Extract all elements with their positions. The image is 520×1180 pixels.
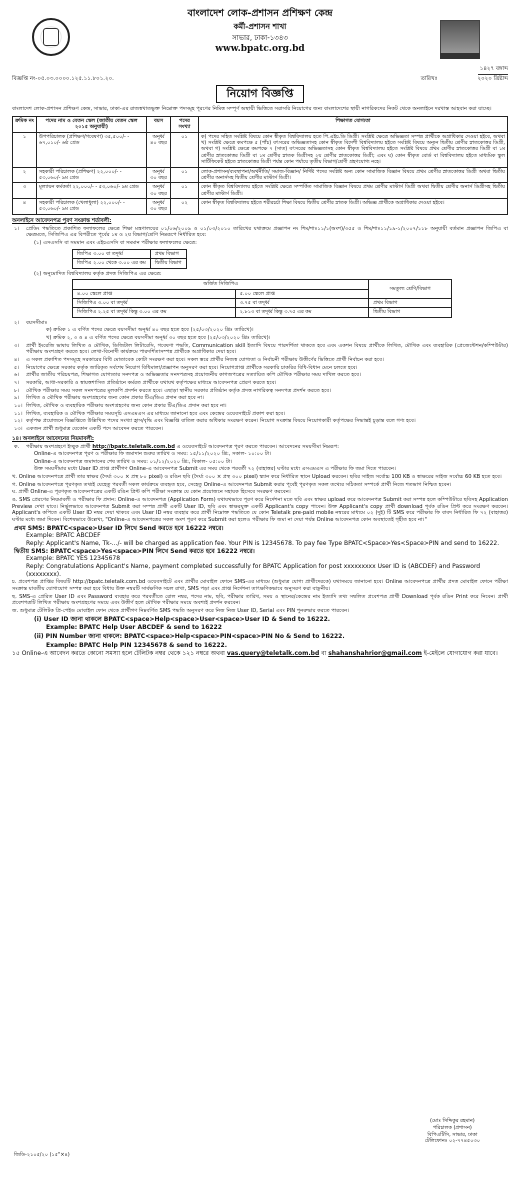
application-end: Online-এ আবেদনপত্র জমাদানের শেষ তারিখ ও সময়: ০১/১২/২০২০ খ্রি:, বিকাল- ০৫:০০ টা। — [34, 458, 233, 465]
cgpa-table — [72, 279, 452, 318]
table-row — [73, 249, 187, 258]
col-qualification: শিক্ষাগত যোগ্যতা — [199, 116, 508, 132]
condition-text: প্রেডিং পদ্ধতিতে প্রকাশিত ফলাফলের ক্ষেত্রে শিক্ষা মন্ত্রণালয়ের ০১/০৬/২০০৯ ও ০১/০৩/২০১০ তারিখের যথাক্রমে প্রজ্ঞাপন নং শিম/শাঃ১১/১(অংশ)/৩৫৫ ও শিম/শাঃ১১/১৯-১/২০০৭/১১৮ অনুযায়ী বর্তমান প্রজ্ঞাপন জিপিএ বা ক্ষেত্রমতে, সিজিপিএ এর বিপরীতে পূর্বের ১ম ও ২য় বিভাগ/শ্রেণি নিম্নরূপে নির্ধারিত হবে: — [26, 225, 508, 239]
online-rule-e: ঙ. SMS প্রেরণের নিয়মাবলী ও পরীক্ষার ফি প্রদান: Online-এ আবেদনপত্র (Application Form) যথাযথভাবে পূরণ করে নির্দেশনা মতে ছবি এবং স্বাক্ষর upload করে আবেদনপত্র Submit করা সম্পন্ন হলে কম্পিউটারে ছবিসহ Application Preview দেখা যাবে। নির্ভুলভাবে আবেদনপত্র Submit করা সম্পন্ন প্রার্থী একটি User ID, ছবি এবং স্বাক্ষরযুক্ত একটি Applicant's copy পাবেন। উক্ত Applicant's copy প্রার্থী download পূর্বক রঙিন প্রিন্ট করে সংরক্ষণ করবেন। Applicant's কপিতে একটি User ID নম্বর দেয়া থাকবে এবং User ID নম্বর ব্যবহার করে প্রার্থী নিম্নোক্ত পদ্ধতিতে যে কোন Teletalk pre-paid mobile নম্বরের মাধ্যমে ০২ (দুই) টি SMS করে পরীক্ষার ফি বাবদ নির্ধারিত ফি ৭২ (বাহাত্তর) ঘণ্টার মধ্যে জমা দিবেন। বিশেষভাবে উল্লেখ্য, "Online-এ আবেদনপত্রের সকল অংশ পূরণ করে Submit করা হলেও পরীক্ষার ফি জমা না দেয়া পর্যন্ত Online আবেদনপত্র কোন অবস্থাতেই গৃহীত হবে না।" — [12, 497, 508, 524]
gpa-cell: জিপিএ ২.০০ থেকে ৩.০০ এর কম — [73, 259, 151, 268]
cgpa-cell: ৩.৭৫ বা তদূর্ধ্ব — [235, 298, 369, 307]
intro-paragraph: বাংলাদেশ লোক-প্রশাসন প্রশিক্ষণ কেন্দ্র, সাভার, ঢাকা-এর রাজস্বখাতভুক্ত নিম্নোক্ত পদসমূহ পূরণের নিমিত্ত সম্পূর্ণ অস্থায়ী ভিত্তিতে সরাসরি নিয়োগের জন্য বাংলাদেশের স্থায়ী নাগরিকদের নিকট থেকে অনলাইনে দরখাস্ত আহবান করা যাচ্ছে। — [12, 106, 492, 113]
conditions-heading: অনলাইনে আবেদনপত্র পূরণ সংক্রান্ত শর্তাবলী: — [12, 217, 112, 224]
online-rule-g: ছ. SMS-এ প্রেরিত User ID এবং Password ব্যবহার করে পরবর্তীতে রোল নম্বর, পদের নাম, ছবি, পরীক্ষার তারিখ, সময় ও স্থানের/কেন্দ্রের নাম ইত্যাদি তথ্য সম্বলিত প্রবেশপত্র প্রার্থী Download পূর্বক রঙিন Print করে নিবেন। প্রার্থী প্রবেশপত্রটি লিখিত পরীক্ষায় অংশগ্রহণের সময়ে এবং উত্তীর্ণ হলে মৌখিক পরীক্ষার সময়ে অবশ্যই প্রদর্শন করবেন। — [12, 593, 508, 607]
condition-item: ৮। মৌখিক পরীক্ষার সময় সকল সনদপত্রের মূলকপি প্রদর্শন করতে হবে। এছাড়া স্থানীয় সরকার প্রতিষ্ঠান কর্তৃক প্রদত্ত নাগরিকত্ব সনদপত্র প্রদর্শন করতে হবে। — [14, 387, 332, 394]
letterhead — [12, 4, 508, 76]
signatory-designation: পরিচালক (প্রশাসন) — [432, 1124, 472, 1131]
col-post: পদের নাম ও বেতন স্কেল (জাতীয় বেতন স্কেল ২০১৫ অনুযায়ী) — [37, 116, 147, 132]
cell-post: উপপরিচালক (প্রশিক্ষণ/গবেষণা) ৩৫,৫০০/- - ৬৭,০১০/- ৬ষ্ঠ গ্রেড — [37, 132, 147, 167]
condition-item: ৩। প্রার্থী ইংরেজি ভাষায় লিখিত ও মৌখিক, ডিজিটাল লিটারেসি, গবেষণা পদ্ধতি, Communication skill ইত্যাদি বিষয়ে পারদর্শিতা থাকতে হবে এবং একশন বিষয়ে প্রার্থীকে লিখিত, মৌখিক এবং ব্যবহারিক (প্রেজেন্টেশন/কম্পিউটার) পরীক্ষায় অংশগ্রহণ করতে হবে। লেখা-বিনোদী কার্যক্রমে পারদর্শিতাসম্পন্ন প্রার্থীকে অগ্রাধিকার দেয়া হবে। — [14, 342, 508, 356]
recovery-user-id-example: Example: BPATC Help User ABCDEF & send to 16222 — [46, 624, 222, 632]
division-cell: প্রথম বিভাগ — [369, 298, 452, 307]
cell-age: অনূর্ধ্ব ৪০ বছর — [147, 132, 171, 167]
division-cell: প্রথম বিভাগ — [150, 249, 186, 258]
cell-post: সহকারী পরিচালক (প্রশিক্ষণ) ২২,০০০/- - ৫৩,০৬০/- ৯ম গ্রেড — [37, 167, 147, 183]
online-rule-f: চ. প্রবেশপত্র প্রাপ্তির বিষয়টি http://bpatc.teletalk.com.bd ওয়েবসাইটে এবং প্রার্থীর মোবাইল ফোনে SMS-এর মাধ্যমে (শুধুমাত্র যোগ্য প্রার্থীদেরকে) যথাসময়ে জানানো হবে। Online আবেদনপত্রে প্রার্থীর প্রদত্ত মোবাইল ফোনে পরীক্ষা সংক্রান্ত যাবতীয় যোগাযোগ সম্পন্ন করা হবে বিধায় উক্ত নম্বরটি সার্বক্ষণিক সচল রাখা, SMS পড়া এবং প্রাপ্ত নির্দেশনা তাৎক্ষণিকভাবে অনুসরণ করা বাঞ্ছনীয়। — [12, 579, 508, 593]
date-bangla: ১৪২৭ বঙ্গাব্দ — [478, 66, 508, 75]
gd-footer: জিডি-২১০৫/২০ (১৫"×৪) — [14, 1152, 70, 1158]
age-limit-b: খ) ক্রমিক ২, ৩ ও ৪ এ বর্ণিত পদের ক্ষেত্রে বয়সসীমা অনূর্ধ্ব ৩০ বছর হতে হবে (২৫/০৩/২০২০ খ্রিঃ তারিখে)। — [46, 335, 271, 342]
condition-item: ৭। সরকারি, আধা-সরকারি ও স্বায়ত্তশাসিত প্রতিষ্ঠানে কর্মরত প্রার্থীকে যথাযথ কর্তৃপক্ষের মাধ্যমে আবেদনপত্র প্রেরণ করতে হবে। — [14, 380, 277, 386]
cell-qualification: কোন স্বীকৃত বিশ্ববিদ্যালয় হইতে শরীরচর্চা শিক্ষা বিষয়ে দ্বিতীয় শ্রেণীর স্নাতক ডিগ্রী। অভিজ্ঞ প্রার্থীকে অগ্রাধিকার দেওয়া হইবে। — [199, 199, 508, 215]
application-start: Online-এ আবেদনপত্র পূরণ ও পরীক্ষার ফি জমাদান শুরুর তারিখ ও সময়: ১৫/১১/২০২০ খ্রি:, সকাল- ১০:০০ টা। — [34, 451, 272, 458]
cgpa-cell: সিজিপিএ ২.২৫ বা তদূর্ধ্ব কিন্তু ৩.০০ এর কম — [73, 308, 236, 317]
gpa-cell: জিপিএ ৩.০০ বা তদূর্ধ্ব — [73, 249, 151, 258]
portrait-image — [440, 20, 480, 54]
condition-item: ১০। লিখিত, মৌখিক ও ব্যবহারিক পরীক্ষায় অংশগ্রহণের জন্য কোন প্রকার টিএ/ডিএ প্রদান করা হবে না। — [14, 402, 227, 409]
sms-instructions — [12, 525, 508, 579]
condition-item: ২। বয়সসীমাঃ — [12, 320, 508, 327]
recovery-pin: (ii) PIN Number জানা থাকলে: BPATC<space>Help<space>PIN<space>PIN No & Send to 16222. — [34, 633, 345, 641]
cell-qualification: কোন স্বীকৃত বিশ্ববিদ্যালয় হইতে সংশ্লিষ্ট ক্ষেত্রে সম্পর্কিত সামাজিক বিজ্ঞান বিষয়ে প্রথম শ্রেণীর মাস্টার্স ডিগ্রী অথবা দ্বিতীয় শ্রেণীর অনার্স ডিগ্রীসহ দ্বিতীয় শ্রেণীর মাস্টার্স ডিগ্রী। — [199, 183, 508, 199]
cell-age: অনূর্ধ্ব ৩০ বছর — [147, 199, 171, 215]
online-rule-h: জ. শুধুমাত্র টেলিটক প্রি-পেইড মোবাইল ফোন থেকে প্রার্থীগণ নিম্নবর্ণিত SMS পদ্ধতি অনুসরণ করে নিজ নিজ User ID, Serial এবং PIN পুনরুদ্ধার করতে পারবেন। — [12, 608, 350, 615]
cell-serial: ১ — [13, 132, 37, 167]
table-row — [73, 259, 187, 268]
grade-subheading: (১) এসএসসি বা সমমান এবং এইচএসসি বা সমমান পরীক্ষার ফলাফলের ক্ষেত্রে: — [34, 240, 197, 247]
cell-qualification: লোক-প্রশাসন/ব্যবস্থাপনা/অর্থনীতি/ সমাজ-বিজ্ঞান/ নির্দিষ্ট পদের সংশ্লিষ্ট অন্য কোন সামাজিক বিজ্ঞান বিষয়ে প্রথম শ্রেণীর স্নাতকোত্তর ডিগ্রী অথবা দ্বিতীয় শ্রেণীর অনার্সসহ দ্বিতীয় শ্রেণীর মাস্টার্স ডিগ্রী। — [199, 167, 508, 183]
grade-subheading: (২) অনুমোদিত বিশ্ববিদ্যালয় কর্তৃক প্রদত্ত সিজিপিএ এর ক্ষেত্রে: — [34, 270, 162, 277]
condition-item: ১১। লিখিত, ব্যবহারিক ও মৌখিক পরীক্ষার সময়সূচি এসএমএস এর মাধ্যমে জানানো হবে এবং কেন্দ্রের ওয়েবসাইটে প্রকাশ করা হবে। — [14, 410, 286, 417]
class-head: সমতুল্য শ্রেণি/বিভাগ — [369, 280, 452, 299]
online-rules-heading: ১৪। অনলাইনে আবেদনের নিয়মাবলী: — [12, 435, 95, 442]
recovery-user-id: (i) User ID জানা থাকলে BPATC<space>Help<space>User<space>User ID & Send to 16222. — [34, 615, 331, 623]
condition-text: বয়সসীমাঃ — [26, 319, 48, 326]
sms1-example: Example: BPATC ABCDEF — [26, 532, 101, 540]
condition-item: ৬। প্রার্থীর জাতীয় পরিচয়পত্র, শিক্ষাগত যোগ্যতার সনদপত্র ও অভিজ্ঞতার সনদপত্রসহ প্রয়োজনীয় কাগজপত্রের সত্যায়িত কপি মৌখিক পরীক্ষার সময় দাখিল করতে হবে। — [14, 372, 361, 379]
cell-post: সহকারী পরিচালক (খেলাধুলা) ২২,০০০/- - ৫৩,০৬০/- ৯ম গ্রেড — [37, 199, 147, 215]
signatory-name: (মোঃ সিদ্দিকুর রহমান) — [429, 1118, 475, 1124]
col-age: বয়স — [147, 116, 171, 132]
condition-item: ৪। এ সকল প্রকাশিত পদসমূহে সরকারের বিধি মোতাবেক কোটা সংরক্ষণ করা হবে। সকল স্তরে প্রার্থীর নিজস্ব যোগ্যতা ও নির্বাচনী পরীক্ষায় উত্তীর্ণের ভিত্তিতে প্রার্থী নির্বাচন করা হবে। — [14, 357, 384, 364]
signatory-office: বিপিএটিসি, সাভার, ঢাকা — [427, 1131, 478, 1138]
table-row — [73, 298, 452, 307]
division-cell: দ্বিতীয় বিভাগ — [369, 308, 452, 317]
signature-block — [425, 1118, 480, 1145]
cell-count: ০১ — [171, 183, 199, 199]
condition-item: ৯। লিখিত ও মৌখিক পরীক্ষায় অংশগ্রহণের জন্য কোন প্রকার টিএ/ডিএ প্রদান করা হবে না। — [14, 395, 204, 402]
division-cell: দ্বিতীয় বিভাগ — [150, 259, 186, 268]
portrait-caption-bar — [440, 53, 480, 59]
sms2-title: দ্বিতীয় SMS: BPATC<space>Yes<space>PIN লিখে Send করতে হবে 16222 নম্বরে। — [14, 547, 255, 555]
cell-qualification: ক) পদের সহিত সংশ্লিষ্ট বিষয়ে কোন স্বীকৃত বিশ্ববিদ্যালয় হতে পি.এইচ.ডি ডিগ্রী। সংশ্লিষ্ট ক্ষেত্রে অভিজ্ঞতা সম্পন্ন প্রার্থীকে অগ্রাধিকার দেওয়া হইবে, অথবা খ) সংশ্লিষ্ট ক্ষেত্রে কমপক্ষে ৫ (পাঁচ) বৎসরের অভিজ্ঞতাসহ কোন স্বীকৃত বিদেশী বিশ্ববিদ্যালয় হইতে সংশ্লিষ্ট বিষয়ে অন্যূন দ্বিতীয় শ্রেণীর স্নাতকোত্তর ডিগ্রী, অথবা গ) সংশ্লিষ্ট ক্ষেত্রে কমপক্ষে ৭ (সাত) বৎসরের অভিজ্ঞতাসহ কোন স্বীকৃত বিশ্ববিদ্যালয় হইতে সংশ্লিষ্ট বিষয়ে প্রথম শ্রেণীর স্নাতকোত্তর ডিগ্রী বা ১ম শ্রেণীর স্নাতকোত্তর ডিগ্রী বা ১ম শ্রেণীর স্নাতক ডিগ্রীসহ ২য় শ্রেণীর স্নাতকোত্তর ডিগ্রী; এবং ঘ) কোন স্বীকৃত বোর্ড বা বিশ্ববিদ্যালয় হইতে মাধ্যমিক স্কুল সার্টিফিকেট হইতে স্নাতকোত্তর ডিগ্রী পর্যন্ত কোন পর্যায়ে তৃতীয় বিভাগ/শ্রেণী গ্রহণযোগ্য নহে। — [199, 132, 508, 167]
teletalk-email-link[interactable]: vas.query@teletalk.com.bd — [226, 650, 320, 658]
cell-count: ০১ — [171, 132, 199, 167]
cell-count: ০২ — [171, 199, 199, 215]
table-row — [13, 167, 508, 183]
cell-serial: ৩ — [13, 183, 37, 199]
table-header-row — [13, 116, 508, 132]
cell-age: অনূর্ধ্ব ৩০ বছর — [147, 167, 171, 183]
condition-item: ৫। নিয়োগের ক্ষেত্রে সরকার কর্তৃক জারিকৃত সর্বশেষ নিয়োগ বিধিমালা/প্রজ্ঞাপন অনুসরণ করা হবে। নিয়োগপ্রাপ্ত প্রার্থীকে সরকারি চাকরির বিধি-বিধান মেনে চলতে হবে। — [14, 364, 358, 371]
sms2-reply: Reply: Congratulations Applicant's Name, payment completed successfully for BPATC Application for post xxxxxxxxx User ID is (ABCDEF) and Password (xxxxxxxx). — [26, 563, 481, 578]
signatory-phone: টেলিফোনঃ ০২-৭৭৪৫০৩০ — [424, 1138, 480, 1145]
online-rule-b: খ. Online আবেদনপত্রে প্রার্থী তার স্বাক্ষর (দৈর্ঘ্য ৩০০ × প্রস্থ ৮০ pixel) ও রঙিন ছবি (দৈর্ঘ্য ৩০০ × প্রস্থ ৩০০ pixel) স্ক্যান করে নির্ধারিত স্থানে Upload করবেন। ছবির সাইজ সর্বোচ্চ 100 KB ও স্বাক্ষরের সাইজ সর্বোচ্চ 60 KB হতে হবে। — [12, 474, 502, 481]
conditions-list — [12, 343, 508, 433]
condition-item: ১২। কর্তৃপক্ষ প্রয়োজনে বিজ্ঞপ্তিতে উল্লিখিত পদের সংখ্যা হ্রাস/বৃদ্ধি এবং বিজ্ঞপ্তি বাতিল করার অধিকার সংরক্ষণ করেন। নিয়োগ সংক্রান্ত বিষয়ে নিয়োগকারী কর্তৃপক্ষের সিদ্ধান্তই চূড়ান্ত বলে গণ্য হবে। — [14, 418, 416, 425]
posts-table — [12, 116, 508, 215]
memo-number: বিজ্ঞপ্তি নং-০৫.০৩.০০০০.১২৫.১১.৮০১.২০. — [12, 76, 114, 83]
age-limit-a: ক) ক্রমিক ১ এ বর্ণিত পদের ক্ষেত্রে বয়সসীমা অনূর্ধ্ব ৪০ বছর হতে হবে (২৫/০৩/২০২০ খ্রিঃ তারিখে)। — [46, 327, 254, 334]
cell-count: ০১ — [171, 167, 199, 183]
fee-deadline-note: উক্ত সময়সীমার মধ্যে User ID প্রাপ্ত প্রার্থীগণ Online-এ আবেদনপত্র Submit এর সময় থেকে পরবর্তী ৭২ (বাহাত্তর) ঘণ্টার মধ্যে এসএমএস এ পরীক্ষার ফি জমা দিতে পারবেন। — [34, 466, 396, 473]
table-row — [13, 183, 508, 199]
col-serial: ক্রমিক নং — [13, 116, 37, 132]
cgpa-head: অর্জিত সিজিপিএ — [73, 280, 369, 289]
page-title: নিয়োগ বিজ্ঞপ্তি — [216, 85, 305, 103]
cell-serial: ২ — [13, 167, 37, 183]
col-count: পদের সংখ্যা — [171, 116, 199, 132]
support-email-link[interactable]: shahanshahrior@gmail.com — [328, 650, 422, 658]
org-address: সাভার, ঢাকা-১৩৪৩ — [232, 33, 288, 42]
date-english: ২০২০ খ্রিষ্টাব্দ — [477, 76, 508, 83]
cgpa-cell: ২.৮১৩ বা তদূর্ধ্ব কিন্তু ৩.৭৫ এর কম — [235, 308, 369, 317]
condition-item: ১। প্রেডিং পদ্ধতিতে প্রকাশিত ফলাফলের ক্ষেত্রে শিক্ষা মন্ত্রণালয়ের ০১/০৬/২০০৯ ও ০১/০৩/২০১০ তারিখের যথাক্রমে প্রজ্ঞাপন নং শিম/শাঃ১১/১(অংশ)/৩৫৫ ও শিম/শাঃ১১/১৯-১/২০০৭/১১৮ অনুযায়ী বর্তমান প্রজ্ঞাপন জিপিএ বা ক্ষেত্রমতে, সিজিপিএ এর বিপরীতে পূর্বের ১ম ও ২য় বিভাগ/শ্রেণি নিম্নরূপে নির্ধারিত হবে: — [14, 225, 508, 239]
bpatc-logo-icon — [32, 18, 70, 56]
table-row — [73, 308, 452, 317]
online-rule-c: গ. Online আবেদনপত্রে পূরণকৃত তথ্যই যেহেতু পরবর্তী সকল কার্যক্রমে ব্যবহৃত হবে, সেহেতু Online-এ আবেদনপত্র Submit করার পূর্বেই পূরণকৃত সকল তথ্যের সঠিকতা সম্পর্কে প্রার্থী নিজে শতভাগ নিশ্চিত হবেন। — [12, 481, 452, 488]
online-help-contact: ১৫ Online-এ আবেদন করতে কোনো সমস্যা হলে টেলিটক নম্বর থেকে ১২১ নম্বরে অথবা vas.query@teletalk.com.bd বা shahanshahrior@gmail.com ই-মেইলে যোগাযোগ করা যাবে। — [12, 650, 498, 658]
date-label: তারিখঃ — [420, 76, 438, 83]
scale-4-head: ৪.০০ স্কেলে প্রাপ্ত — [73, 289, 236, 298]
cgpa-cell: সিজিপিএ ৩.০০ বা তদূর্ধ্ব — [73, 298, 236, 307]
org-name: বাংলাদেশ লোক-প্রশাসন প্রশিক্ষণ কেন্দ্র — [187, 8, 333, 19]
online-rule-d: ঘ. প্রার্থী Online-এ পূরণকৃত আবেদনপত্রের একটি রঙিন প্রিন্ট কপি পরীক্ষা সংক্রান্ত যে কোন প্রয়োজনে সহায়ক হিসেবে সংরক্ষণ করবেন। — [12, 489, 291, 496]
cell-serial: ৪ — [13, 199, 37, 215]
scale-5-head: ৫.০০ স্কেলে প্রাপ্ত — [235, 289, 369, 298]
org-website[interactable]: www.bpatc.org.bd — [215, 43, 305, 54]
cell-age: অনূর্ধ্ব ৩০ বছর — [147, 183, 171, 199]
table-row — [73, 280, 452, 289]
sms2-example: Example: BPATC YES 12345678 — [26, 555, 121, 563]
application-website-link[interactable]: http://bpatc.teletalk.com.bd — [92, 443, 175, 450]
recovery-pin-example: Example: BPATC Help PIN 12345678 & send to 16222. — [46, 641, 227, 649]
table-row — [13, 199, 508, 215]
wing-name: কর্মী-প্রশাসন শাখা — [233, 22, 287, 32]
sms1-title: প্রথম SMS: BPATC<space>User ID লিখে Send করতে হবে 16222 নম্বরে। — [14, 524, 224, 532]
gpa-table — [72, 249, 187, 269]
condition-item: ১৩। একজন প্রার্থী শুধুমাত্র যেকোন একটি পদে আবেদন করতে পারবেন। — [14, 425, 164, 432]
table-row — [13, 132, 508, 167]
sms1-reply: Reply: Applicant's Name, Tk-.../- will be charged as application fee. Your PIN is 12345678. To pay fee Type BPATC<Space>Yes<Space>PIN and send to 16222. — [26, 540, 500, 548]
cell-post: মূল্যায়ন কর্মকর্তা ২২,০০০/- - ৫৩,০৬০/- ৯ম গ্রেড — [37, 183, 147, 199]
online-rule-a: ক. পরীক্ষায় অংশগ্রহণে ইচ্ছুক প্রার্থী http://bpatc.teletalk.com.bd এ ওয়েবসাইটে আবেদনপত্র পূরণ করতে পারবেন। আবেদনের সময়সীমা নিম্নরূপ: — [14, 443, 339, 450]
